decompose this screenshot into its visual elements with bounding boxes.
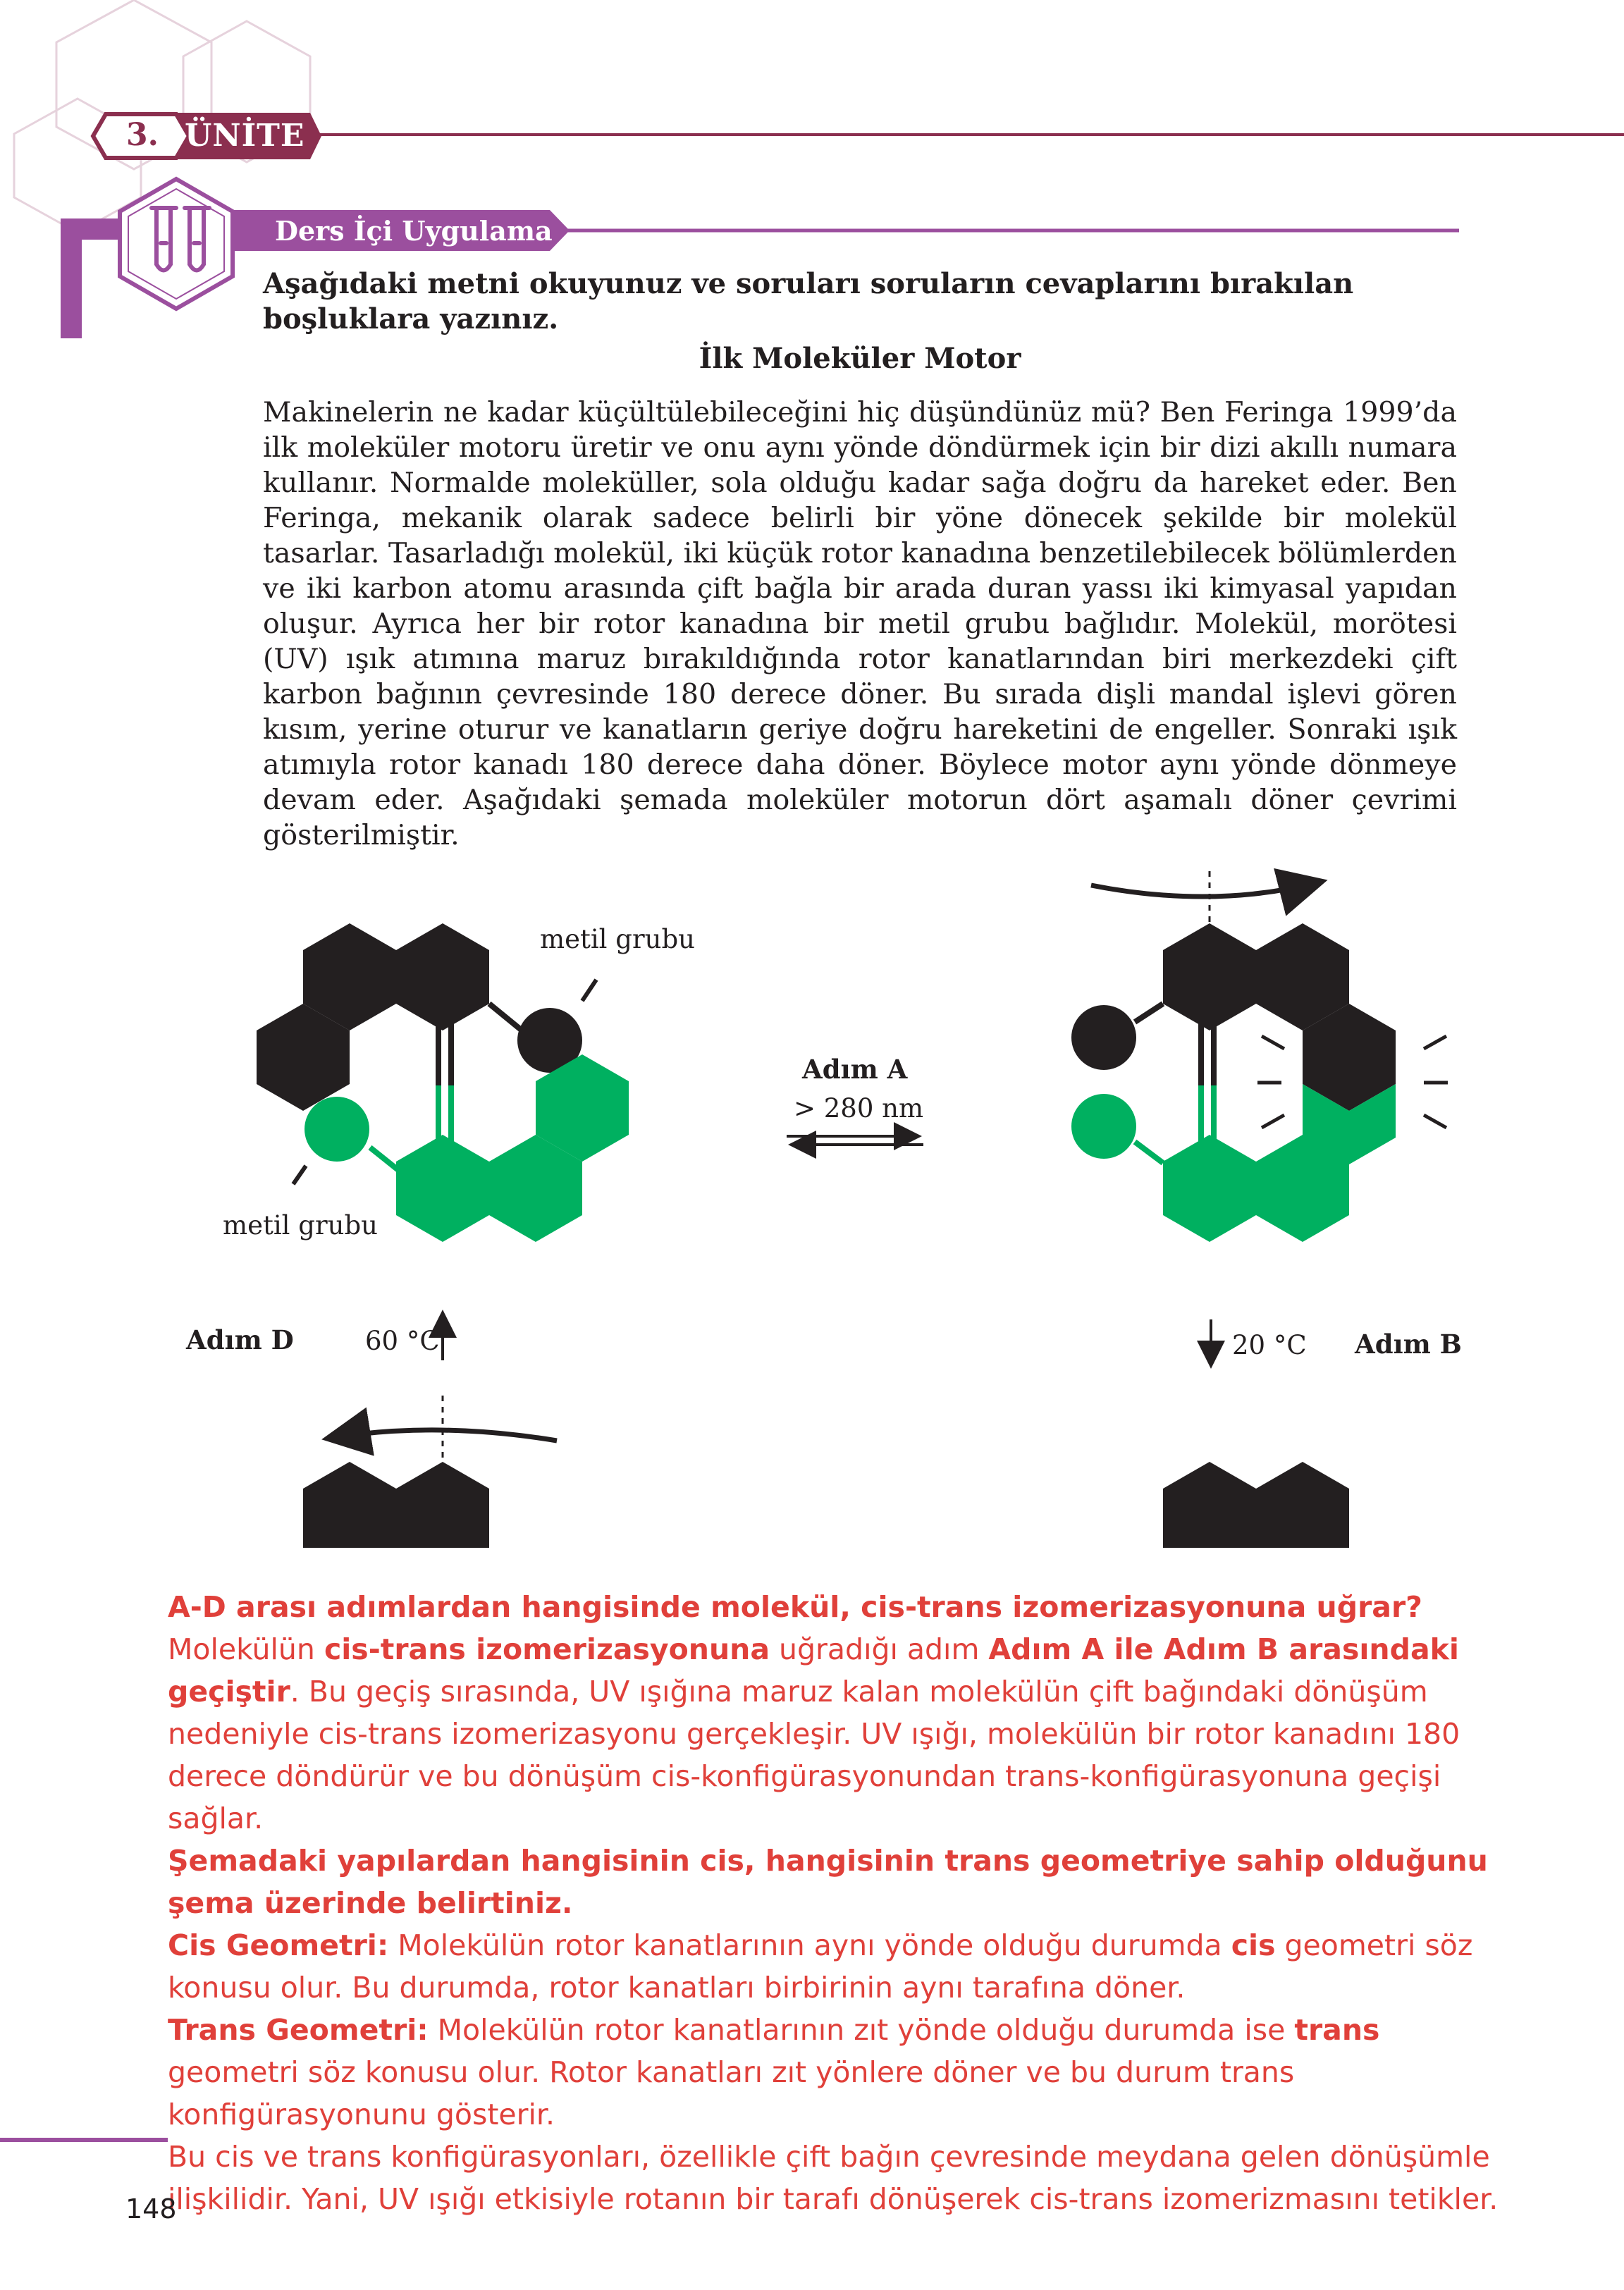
reading-body: Makinelerin ne kadar küçültülebileceğini hiç düşündünüz mü? Ben Feringa 1999’da ilk moleküler motoru üretir ve onu aynı yönde döndürmek için bir dizi akıllı numara kullanır. Normalde moleküller, sola olduğu kadar sağa doğru da hareket eder. Ben Feringa, mekanik olarak sadece belirli bir yöne dönecek şekilde bir molekül tasarlar. Tasarladığı molekül, iki küçük rotor kanadına benzetilebilecek bölümlerden ve iki karbon atomu arasında çift bağla bir arada duran yassı iki kimyasal yapıdan oluşur. Ayrıca her bir rotor kanadına bir metil grubu bağlıdır. Molekül, morötesi (UV) ışık atımına maruz bırakıldığında rotor kanatlarından biri merkezdeki çift karbon bağının çevresinde 180 derece döner. Bu sırada dişli mandal işlevi gören kısım, yerine oturur ve kanatların geriye doğru hareketini de engeller. Sonraki ışık atımıyla rotor kanadı 180 derece daha döner. Böylece motor aynı yönde dönmeye devam eder. Aşağıdaki şemada moleküler motorun dört aşamalı döner çevrimi gösterilmiştir. bbox=[263, 396, 1457, 851]
step-d-condition: 60 °C bbox=[365, 1326, 440, 1356]
hex-dark bbox=[396, 923, 489, 1030]
hex-dark bbox=[1256, 1462, 1349, 1548]
unit-label: ÜNİTE bbox=[185, 118, 305, 154]
answer-trans: Trans Geometri: Molekülün rotor kanatlarının zıt yönde olduğu durumda ise trans geometri söz konusu olur. Rotor kanatları zıt yönlere döner ve bu durum trans konfigürasyonunu gösterir. bbox=[168, 2013, 1380, 2131]
hex-dark bbox=[396, 1462, 489, 1548]
hex-dark bbox=[1163, 923, 1256, 1030]
methyl-green bbox=[1071, 1094, 1136, 1159]
methyl-green bbox=[304, 1097, 369, 1162]
unit-number: 3. bbox=[126, 117, 159, 153]
methyl-dark bbox=[1071, 1005, 1136, 1070]
step-d-label: Adım D bbox=[186, 1324, 294, 1355]
step-a-label: Adım A bbox=[802, 1054, 908, 1085]
answer-section bbox=[168, 1586, 1507, 2220]
answer-1: Molekülün cis-trans izomerizasyonuna uğradığı adım Adım A ile Adım B arasındaki geçiştir. Bu geçiş sırasında, UV ışığına maruz kalan molekülün çift bağındaki dönüşüm nedeniyle cis-trans izomerizasyonu gerçekleşir. UV ışığı, molekülün bir rotor kanadını 180 derece döndürür ve bu dönüşüm cis-konfigürasyonundan trans-konfigürasyonuna geçişi sağlar. bbox=[168, 1632, 1460, 1835]
instruction-text: Aşağıdaki metni okuyunuz ve soruları soruların cevaplarını bırakılan boşluklara yazınız. bbox=[263, 267, 1354, 336]
molecule-2 bbox=[1071, 871, 1448, 1242]
molecule-1 bbox=[257, 923, 629, 1242]
page-number: 148 bbox=[125, 2193, 177, 2224]
hex-dark bbox=[1163, 1462, 1256, 1548]
hex-green bbox=[1163, 1135, 1256, 1242]
hex-dark bbox=[303, 1462, 396, 1548]
reading-title: İlk Moleküler Motor bbox=[699, 342, 1021, 375]
step-a-condition: > 280 nm bbox=[794, 1093, 924, 1124]
molecule-3-partial bbox=[1163, 1462, 1349, 1548]
step-b-condition: 20 °C bbox=[1232, 1330, 1307, 1360]
methyl-group-label-top: metil grubu bbox=[540, 924, 695, 954]
activity-label: Ders İçi Uygulama bbox=[275, 215, 553, 247]
question-2: Şemadaki yapılardan hangisinin cis, hangisinin trans geometriye sahip olduğunu şema üzerinde belirtiniz. bbox=[168, 1844, 1488, 1920]
step-b-label: Adım B bbox=[1355, 1329, 1462, 1360]
molecule-4-partial bbox=[303, 1396, 557, 1548]
hex-green bbox=[396, 1135, 489, 1242]
question-1: A-D arası adımlardan hangisinde molekül, cis-trans izomerizasyonuna uğrar? bbox=[168, 1590, 1422, 1624]
answer-closing: Bu cis ve trans konfigürasyonları, özellikle çift bağın çevresinde meydana gelen dönüşümle ilişkilidir. Yani, UV ışığı etkisiyle rotanın bir tarafı dönüşerek cis-trans izomerizmasını tetikler. bbox=[168, 2140, 1499, 2216]
answer-cis: Cis Geometri: Molekülün rotor kanatlarının aynı yönde olduğu durumda cis geometri söz konusu olur. Bu durumda, rotor kanatları birbirinin aynı tarafına döner. bbox=[168, 1928, 1473, 2005]
methyl-group-label-bottom: metil grubu bbox=[223, 1210, 378, 1241]
